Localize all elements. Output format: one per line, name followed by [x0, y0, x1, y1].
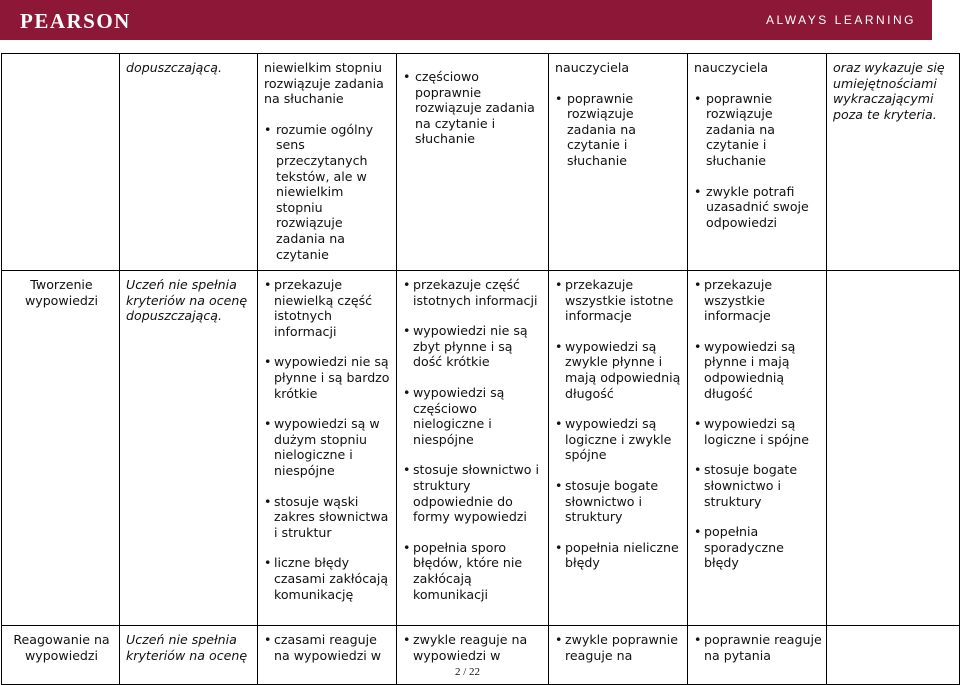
- list-item: • zwykle potrafi uzasadnić swoje odpowiedzi: [694, 184, 822, 231]
- table-row: [2, 626, 960, 685]
- list-item: • popełnia sporadyczne błędy: [694, 524, 822, 571]
- cell-grade-6: [827, 271, 960, 626]
- cell-skill: Tworzenie wypowiedzi: [2, 271, 120, 626]
- tagline: ALWAYS LEARNING: [766, 13, 916, 27]
- list-item: • wypowiedzi są logiczne i zwykle spójne: [555, 416, 683, 463]
- cell-grade-5: [688, 626, 827, 685]
- page-number: 2 / 22: [455, 666, 481, 678]
- list-item: • liczne błędy czasami zakłócają komunikację: [264, 555, 392, 602]
- list-item: • wypowiedzi są częściowo nielogiczne i niespójne: [403, 385, 544, 447]
- table-row: [2, 54, 960, 271]
- cell-grade-6: [827, 626, 960, 685]
- list-item: • przekazuje niewielką część istotnych informacji: [264, 277, 392, 339]
- list-item: • wypowiedzi są logiczne i spójne: [694, 416, 822, 447]
- cell-grade-3: [397, 54, 549, 271]
- list-item: • przekazuje część istotnych informacji: [403, 277, 544, 308]
- assessment-criteria-table: [1, 53, 960, 685]
- list-item: • popełnia nieliczne błędy: [555, 540, 683, 571]
- list-item: • wypowiedzi są płynne i mają odpowiednią długość: [694, 339, 822, 401]
- cell-skill: [2, 54, 120, 271]
- list-item: • popełnia sporo błędów, które nie zakłócają komunikacji: [403, 540, 544, 602]
- list-item: • wypowiedzi są zwykle płynne i mają odpowiednią długość: [555, 339, 683, 401]
- list-item: • poprawnie rozwiązuje zadania na czytanie i słuchanie: [555, 91, 683, 169]
- cell-grade-5: [688, 54, 827, 271]
- cell-grade-1: Uczeń nie spełnia kryteriów na ocenę dopuszczającą.: [120, 271, 258, 626]
- list-item: • stosuje słownictwo i struktury odpowiednie do formy wypowiedzi: [403, 462, 544, 524]
- list-item: • częściowo poprawnie rozwiązuje zadania na czytanie i słuchanie: [403, 69, 544, 147]
- list-item: • wypowiedzi nie są płynne i są bardzo krótkie: [264, 354, 392, 401]
- cell-grade-4: [549, 54, 688, 271]
- cell-grade-4: [549, 271, 688, 626]
- list-item: • stosuje wąski zakres słownictwa i struktur: [264, 494, 392, 541]
- list-item: • zwykle reaguje na wypowiedzi w: [403, 632, 544, 663]
- list-item: • stosuje bogate słownictwo i struktury: [555, 478, 683, 525]
- cell-grade-2: [258, 626, 397, 685]
- list-item: • zwykle poprawnie reaguje na: [555, 632, 683, 663]
- cell-text: niewielkim stopniu rozwiązuje zadania na słuchanie: [264, 60, 384, 107]
- cell-grade-1: dopuszczającą.: [120, 54, 258, 271]
- cell-grade-2: [258, 271, 397, 626]
- cell-grade-4: [549, 626, 688, 685]
- cell-grade-3: [397, 271, 549, 626]
- cell-text: nauczyciela: [555, 60, 630, 75]
- list-item: • wypowiedzi nie są zbyt płynne i są dość krótkie: [403, 323, 544, 370]
- cell-grade-6: oraz wykazuje się umiejętnościami wykraczającymi poza te kryteria.: [827, 54, 960, 271]
- pearson-logo: PEARSON: [20, 9, 131, 33]
- list-item: • stosuje bogate słownictwo i struktury: [694, 462, 822, 509]
- header-banner: [0, 0, 932, 40]
- cell-grade-2: [258, 54, 397, 271]
- list-item: • wypowiedzi są w dużym stopniu nielogiczne i niespójne: [264, 416, 392, 478]
- cell-grade-5: [688, 271, 827, 626]
- cell-grade-1: Uczeń nie spełnia kryteriów na ocenę: [120, 626, 258, 685]
- cell-text: nauczyciela: [694, 60, 769, 75]
- list-item: • czasami reaguje na wypowiedzi w: [264, 632, 392, 663]
- table-row: [2, 271, 960, 626]
- cell-skill: Reagowanie na wypowiedzi: [2, 626, 120, 685]
- list-item: • poprawnie reaguje na pytania: [694, 632, 822, 663]
- list-item: • przekazuje wszystkie informacje: [694, 277, 822, 324]
- list-item: • przekazuje wszystkie istotne informacje: [555, 277, 683, 324]
- list-item: • rozumie ogólny sens przeczytanych tekstów, ale w niewielkim stopniu rozwiązuje zadania na czytanie: [264, 122, 392, 262]
- list-item: • poprawnie rozwiązuje zadania na czytanie i słuchanie: [694, 91, 822, 169]
